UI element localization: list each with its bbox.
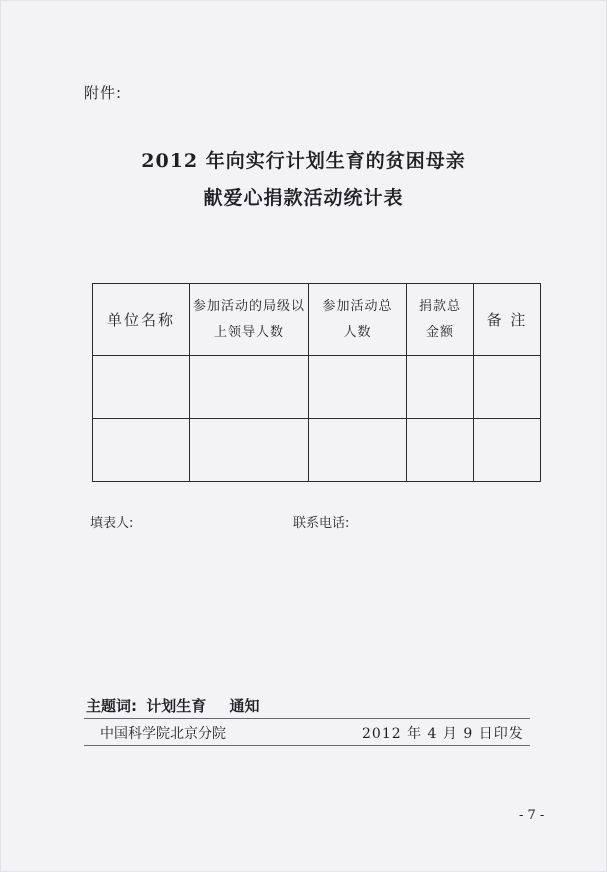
table-cell [309,356,407,419]
table-cell [407,419,474,482]
filler-label: 填表人: [90,516,134,531]
table-cell [190,356,309,419]
header-unit-name [93,284,190,356]
table-header-row [93,284,541,356]
header-total-participants-line-2: 人数 [343,324,372,340]
table-row [93,356,541,419]
header-remarks [474,284,541,356]
issuing-organization: 中国科学院北京分院 [100,726,226,742]
header-total-amount-line-1: 捐款总 [418,298,461,314]
document-title-line-1: 2012 年向实行计划生育的贫困母亲 [141,150,466,172]
footer-divider-bottom [84,745,530,746]
header-total-participants-line-1: 参加活动总 [322,298,393,314]
header-remarks-text: 备 注 [486,310,528,329]
header-total-amount-line-2: 金额 [425,324,454,340]
donation-statistics-table [92,283,541,482]
contact-phone-label: 联系电话: [293,516,350,531]
table-cell [474,356,541,419]
table-cell [93,356,190,419]
header-leader-count-line-1: 参加活动的局级以 [192,298,305,314]
subject-keywords [86,695,278,716]
table-cell [407,356,474,419]
page-number: - 7 - [519,808,545,823]
header-leader-count-line-2: 上领导人数 [213,324,284,340]
document-title-line-2: 献爱心捐款活动统计表 [203,187,404,209]
issue-date: 2012 年 4 月 9 日印发 [362,726,524,742]
subject-keyword: 计划生育 [146,697,207,715]
header-total-participants [309,284,407,356]
attachment-label: 附件: [84,84,123,102]
header-leader-count [190,284,309,356]
table-cell [190,419,309,482]
footer-divider-top [84,718,530,719]
table-cell [93,419,190,482]
subject-keywords-label: 主题词: [86,697,137,715]
subject-keywords-list [146,697,277,715]
header-total-amount [407,284,474,356]
header-unit-name-text: 单位名称 [106,310,175,329]
subject-keyword: 通知 [229,697,260,715]
table-cell [474,419,541,482]
table-row [93,419,541,482]
table-cell [309,419,407,482]
